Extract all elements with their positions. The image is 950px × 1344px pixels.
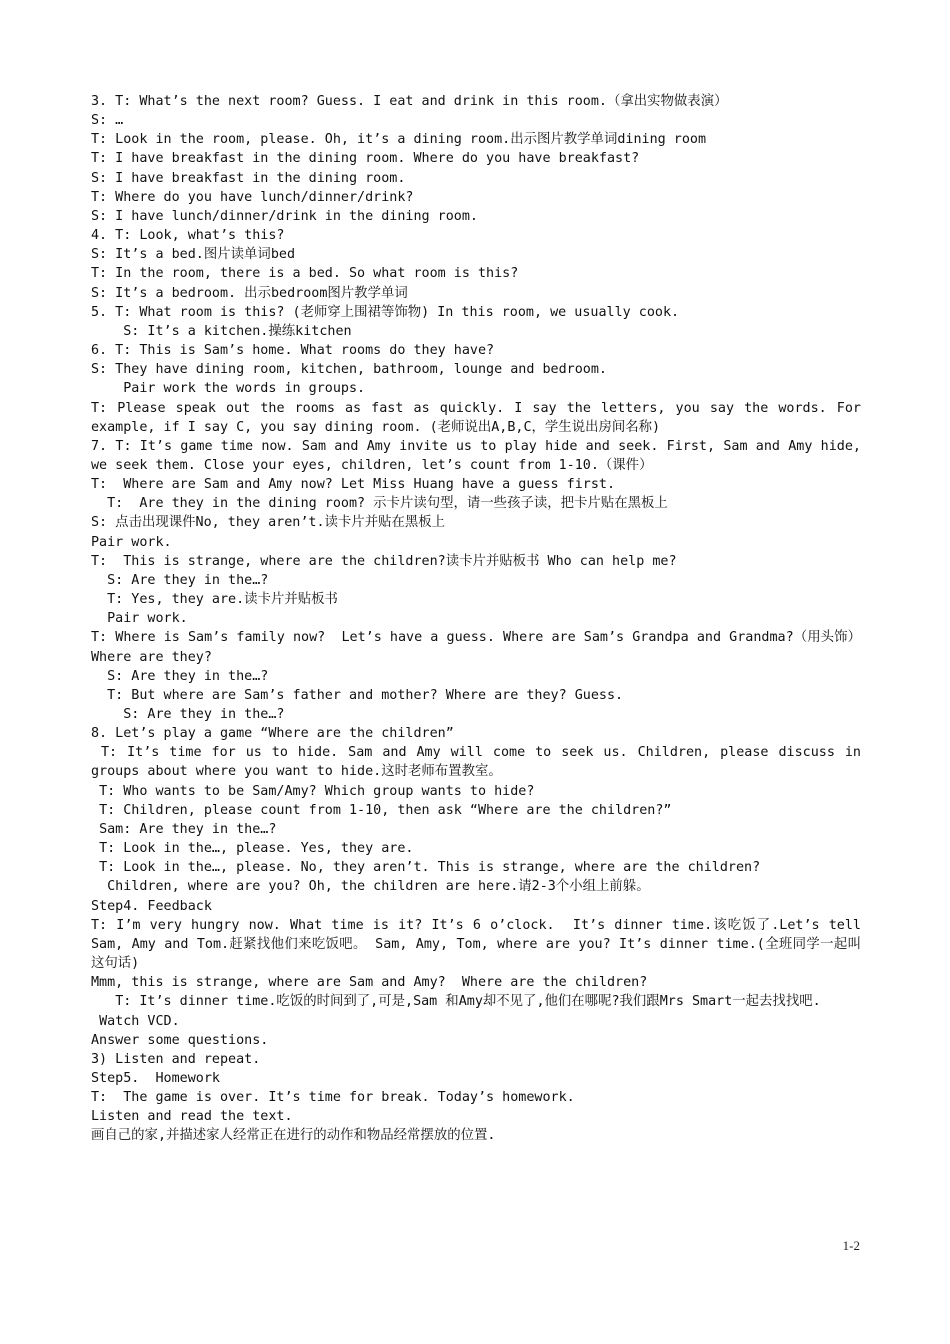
text-line: T: Look in the…, please. No, they aren’t. This is strange, where are the children? [91, 860, 761, 876]
text-line: T: In the room, there is a bed. So what room is this? [91, 266, 519, 282]
text-line: T: Are they in the dining room? 示卡片读句型，请一些孩子读，把卡片贴在黑板上 [91, 496, 668, 512]
text-line: T: Please speak out the rooms as fast as quickly. I say the letters, you say the words. For example, if I say C, you say dining room. (老师说出A,B,C，学生说出房间名称) [91, 400, 870, 435]
text-line: T: It’s time for us to hide. Sam and Amy will come to seek us. Children, please discuss in groups about where you want to hide.这时老师布置教室。 [91, 745, 870, 780]
text-line: T: Where is Sam’s family now? Let’s have a guess. Where are Sam’s Grandpa and Grandma?（用头饰）Where are they? [91, 630, 861, 665]
text-line: S: It’s a kitchen.操练kitchen [91, 323, 352, 339]
text-line: S: … [91, 113, 124, 129]
text-line: T: Look in the…, please. Yes, they are. [91, 841, 414, 857]
text-line: Step5. Homework [91, 1070, 220, 1086]
text-line: T: Where do you have lunch/dinner/drink? [91, 189, 414, 205]
text-line: S: It’s a bed.图片读单词bed [91, 247, 296, 263]
text-line: S: Are they in the…? [91, 668, 269, 684]
text-line: 6. T: This is Sam’s home. What rooms do they have? [91, 343, 495, 359]
text-line: T: Who wants to be Sam/Amy? Which group wants to hide? [91, 783, 535, 799]
text-line: T: Look in the room, please. Oh, it’s a dining room.出示图片教学单词dining room [91, 132, 707, 148]
text-line: Listen and read the text. [91, 1109, 293, 1125]
text-line: 8. Let’s play a game “Where are the children” [91, 726, 454, 742]
text-line: S: I have breakfast in the dining room. [91, 170, 406, 186]
text-line: Answer some questions. [91, 1032, 269, 1048]
text-line: 3. T: What’s the next room? Guess. I eat and drink in this room.（拿出实物做表演） [91, 94, 728, 109]
text-line: Children, where are you? Oh, the children are here.请2-3个小组上前躲。 [91, 879, 650, 895]
text-line: Sam: Are they in the…? [91, 821, 277, 837]
text-line: Pair work. [91, 611, 188, 627]
text-line: S: It’s a bedroom. 出示bedroom图片教学单词 [91, 285, 408, 301]
text-line: T: Children, please count from 1-10, then ask “Where are the children?” [91, 802, 672, 818]
text-line: T: Where are Sam and Amy now? Let Miss Huang have a guess first. [91, 477, 616, 493]
text-line: T: The game is over. It’s time for break. Today’s homework. [91, 1090, 575, 1106]
document-body [91, 92, 870, 1146]
text-line: S: I have lunch/dinner/drink in the dining room. [91, 208, 478, 224]
text-line: T: Yes, they are.读卡片并贴板书 [91, 592, 338, 608]
text-line: 4. T: Look, what’s this? [91, 228, 285, 244]
text-line: T: I have breakfast in the dining room. Where do you have breakfast? [91, 151, 640, 167]
text-line: 5. T: What room is this? (老师穿上围裙等饰物) In this room, we usually cook. [91, 304, 680, 320]
text-line: Mmm, this is strange, where are Sam and Amy? Where are the children? [91, 975, 648, 991]
text-line: S: Are they in the…? [91, 707, 285, 722]
text-line: S: Are they in the…? [91, 572, 269, 588]
text-line: Pair work the words in groups. [91, 381, 366, 397]
text-line: Pair work. [91, 534, 172, 550]
text-line: T: I’m very hungry now. What time is it? It’s 6 o’clock. It’s dinner time.该吃饭了.Let’s tell Sam, Amy and Tom.赶紧找他们来吃饭吧。 Sam, Amy, Tom, where are you? It’s dinner time.(全班同学一起叫这句话) [91, 917, 870, 972]
text-line: Step4. Feedback [91, 898, 212, 914]
text-line: 画自己的家,并描述家人经常正在进行的动作和物品经常摆放的位置. [91, 1128, 496, 1144]
text-line: Watch VCD. [91, 1013, 180, 1029]
text-line: S: 点击出现课件No, they aren’t.读卡片并贴在黑板上 [91, 515, 446, 531]
text-line: 3) Listen and repeat. [91, 1051, 261, 1067]
page-number: 1-2 [842, 1238, 860, 1253]
text-line: T: This is strange, where are the children?读卡片并贴板书 Who can help me? [91, 553, 677, 569]
text-line: T: But where are Sam’s father and mother? Where are they? Guess. [91, 687, 624, 703]
text-line: 7. T: It’s game time now. Sam and Amy invite us to play hide and seek. First, Sam and Amy hide, we seek them. Close your eyes, children, let’s count from 1-10.（课件） [91, 438, 870, 473]
text-line: T: It’s dinner time.吃饭的时间到了,可是,Sam 和Amy却不见了,他们在哪呢?我们跟Mrs Smart一起去找找吧. [91, 994, 821, 1010]
text-line: S: They have dining room, kitchen, bathroom, lounge and bedroom. [91, 362, 607, 378]
